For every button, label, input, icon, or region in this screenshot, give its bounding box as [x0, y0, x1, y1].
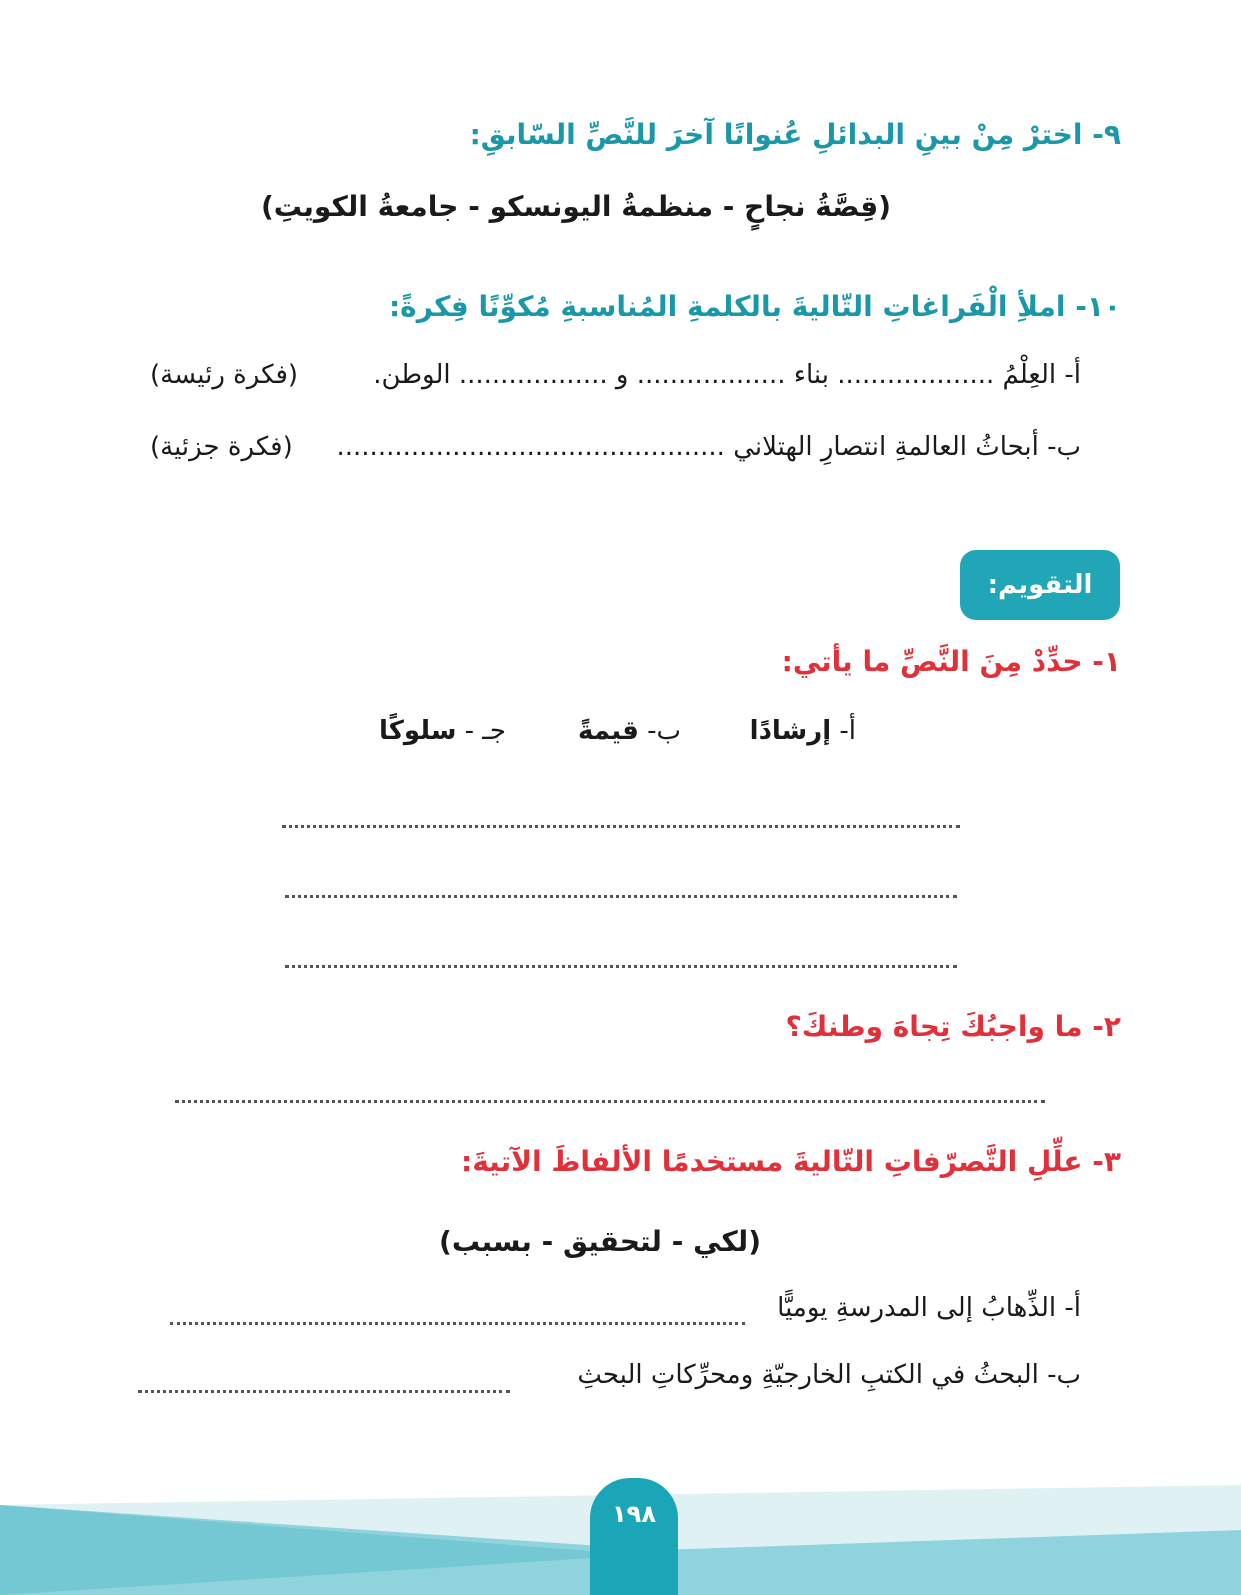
- e1-option-b-label: قيمةً: [578, 716, 639, 746]
- q9-title: ٩- اخترْ مِنْ بينِ البدائلِ عُنوانًا آخرَ للنَّصِّ السّابقِ:: [469, 118, 1121, 151]
- e1-option-a: [750, 716, 856, 746]
- e1-option-a-label: إرشادًا: [749, 716, 832, 746]
- answer-line-4[interactable]: [175, 1100, 1045, 1103]
- e2-title: ٢- ما واجبُكَ تِجاهَ وطنكَ؟: [785, 1010, 1121, 1043]
- e3-title: ٣- علِّلِ التَّصرّفاتِ التّاليةَ مستخدمًا الألفاظَ الآتيةَ:: [461, 1145, 1121, 1178]
- e1-option-c-prefix: جـ -: [464, 716, 506, 746]
- section-label: التقويم:: [987, 570, 1093, 600]
- q10-item-b-tag: (فكرة جزئية): [150, 432, 293, 462]
- e1-option-b: [578, 716, 681, 746]
- e3-words: (لكي - لتحقيق - بسبب): [439, 1225, 761, 1258]
- answer-line-1[interactable]: [282, 825, 960, 828]
- q10-item-b: ب- أبحاثُ العالمةِ انتصارِ الهتلاني ...............................................: [336, 432, 1081, 462]
- q10-item-a-tag: (فكرة رئيسة): [150, 360, 299, 390]
- q9-choices: (قِصَّةُ نجاحٍ - منظمةُ اليونسكو - جامعةُ الكويتِ): [260, 190, 891, 223]
- e3-item-b: ب- البحثُ في الكتبِ الخارجيّةِ ومحرِّكاتِ البحثِ: [577, 1360, 1081, 1390]
- answer-line-6[interactable]: [138, 1390, 510, 1393]
- e1-option-c: [379, 716, 506, 746]
- e1-option-b-prefix: ب-: [647, 716, 681, 746]
- e1-option-c-label: سلوكًا: [379, 716, 457, 746]
- e1-title: ١- حدِّدْ مِنَ النَّصِّ ما يأتي:: [781, 645, 1121, 678]
- section-badge: [960, 550, 1120, 620]
- answer-line-5[interactable]: [170, 1322, 745, 1325]
- answer-line-3[interactable]: [285, 965, 957, 968]
- q10-item-a: أ- العِلْمُ ................... بناء .................. و .................. الوطن.: [373, 360, 1081, 390]
- page-number: [590, 1478, 678, 1595]
- q10-title: ١٠- املأِ الْفَراغاتِ التّاليةَ بالكلمةِ المُناسبةِ مُكوِّنًا فِكرةً:: [388, 290, 1121, 323]
- e3-item-a: أ- الذِّهابُ إلى المدرسةِ يوميًّا: [777, 1293, 1081, 1323]
- answer-line-2[interactable]: [285, 895, 957, 898]
- e1-option-a-prefix: أ-: [839, 716, 856, 746]
- page-number-label: ١٩٨: [612, 1500, 656, 1528]
